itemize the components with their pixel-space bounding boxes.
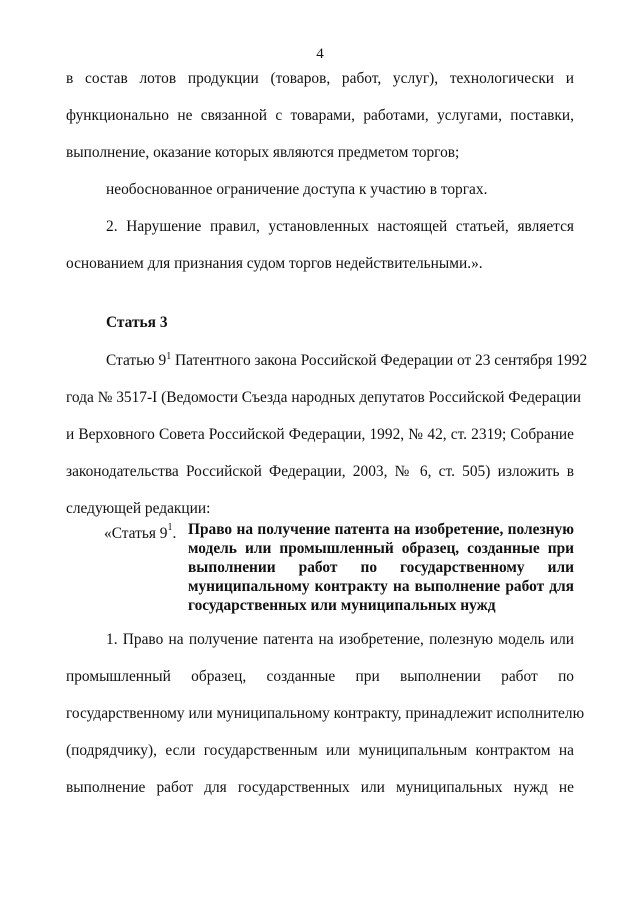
paragraph-line: государственному или муниципальному контракту, принадлежит исполнителю — [66, 705, 585, 722]
article-heading: Статья 3 — [106, 314, 168, 331]
article-body-line: года № 3517-I (Ведомости Съезда народных депутатов Российской Федерации — [66, 389, 581, 406]
new-article-title-line: государственных или муниципальных нужд — [188, 597, 496, 614]
article-body-line — [66, 342, 588, 379]
intro-line: выполнение, оказание которых являются предметом торгов; — [66, 144, 460, 161]
page-number: 4 — [316, 46, 324, 62]
new-article-title-line: Право на получение патента на изобретение, полезную — [188, 521, 574, 538]
intro-line: функционально не связанной с товарами, работами, услугами, поставки, — [66, 107, 574, 124]
intro-line: основанием для признания судом торгов недействительными.». — [66, 255, 483, 272]
article-ref-superscript: 1 — [166, 350, 172, 362]
paragraph-1 — [66, 621, 585, 806]
paragraph-line: (подрядчику), если государственным или муниципальным контрактом на — [66, 742, 574, 759]
article-body-line: и Верховного Совета Российской Федерации, 1992, № 42, ст. 2319; Собрание — [66, 426, 574, 443]
paragraph-line: выполнение работ для государственных или муниципальных нужд не — [66, 779, 574, 796]
article-body — [66, 342, 588, 527]
article-body-line: законодательства Российской Федерации, 2003, № 6, ст. 505) изложить в — [66, 463, 574, 480]
new-article-title-line: модель или промышленный образец, созданные при — [188, 540, 574, 557]
new-article-label-superscript: 1 — [167, 522, 173, 533]
article-ref-text: Статью 9 — [106, 352, 167, 369]
new-article-label-suffix: . — [172, 525, 177, 543]
new-article-title-line: муниципальному контракту на выполнение работ для — [188, 578, 574, 595]
new-article-label — [104, 520, 176, 543]
paragraph-line: промышленный образец, созданные при выполнении работ по — [66, 668, 574, 685]
intro-line: 2. Нарушение правил, установленных настоящей статьей, является — [106, 218, 574, 235]
intro-line: в состав лотов продукции (товаров, работ, услуг), технологически и — [66, 70, 574, 87]
new-article-title-line: выполнении работ по государственному или — [188, 559, 574, 576]
intro-line: необоснованное ограничение доступа к участию в торгах. — [106, 181, 488, 198]
article-body-line: следующей редакции: — [66, 500, 211, 517]
intro-paragraphs — [66, 60, 574, 282]
new-article-title — [188, 520, 574, 615]
article-body-text: Патентного закона Российской Федерации от 23 сентября 1992 — [171, 352, 588, 369]
paragraph-line: 1. Право на получение патента на изобретение, полезную модель или — [106, 631, 574, 648]
new-article-label-text: «Статья 9 — [104, 525, 168, 543]
